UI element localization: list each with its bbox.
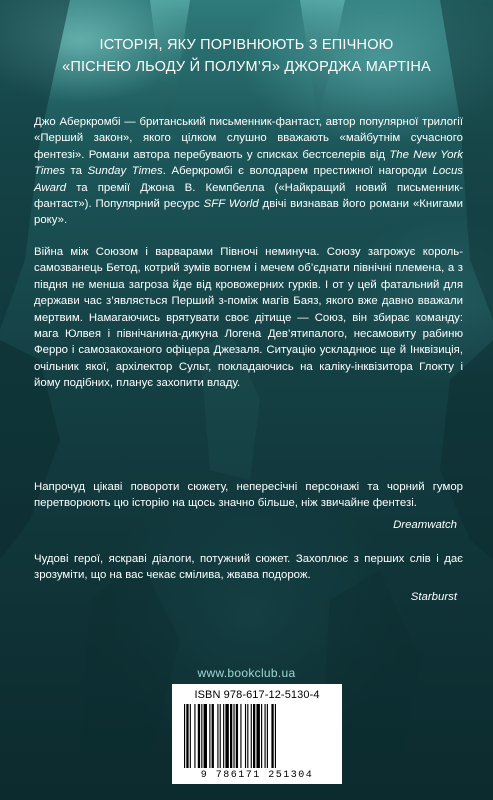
tagline bbox=[0, 34, 493, 78]
review-quote: Чудові герої, яскраві діалоги, потужний сюжет. Захоплює з перших слів і дає зрозуміти, що на вас чекає смілива, жвава подорож. bbox=[34, 553, 463, 582]
tagline-line-2: «ПІСНЕЮ ЛЬОДУ Й ПОЛУМ’Я» ДЖОРДЖА МАРТІНА bbox=[62, 59, 431, 75]
sunday-times-title: Sunday Times bbox=[87, 165, 163, 178]
author-bio-text: двічі визнавав його романи «Книгами року». bbox=[34, 198, 463, 227]
author-bio-text: . Аберкромбі є володарем престижної нагороди bbox=[162, 165, 433, 178]
review-source: Starburst bbox=[410, 591, 457, 603]
sff-world-title: SFF World bbox=[203, 198, 259, 211]
author-bio-text: Джо Аберкромбі — британський письменник-фантаст, автор популярної трилогії «Перший закон», якого цілком слушно вважають «майбутнім сучасного фентезі». Романи автора перебувають у списках бестселерів від bbox=[34, 116, 463, 161]
author-bio bbox=[34, 114, 463, 229]
synopsis: Війна між Союзом і варварами Півночі неминуча. Союзу загрожує король-самозванець Бетод, котрий зумів вогнем і мечем об’єднати північні племена, а з півдня не менша загроза йде від кровожерних гурків. І от у цей фатальний для держави час з’являється Перший з-поміж магів Баяз, якого вже давно вважали мертвим. Намагаючись врятувати своє дітище — Союз, він збирає команду: мага Юлвея і північанина-дикуна Логена Дев’ятипалого, несамовиту рабиню Ферро і самозакоханого офіцера Джезаля. Ситуацію ускладнює ще й Інквізиція, очільник якої, архілектор Сульт, покладаючись на каліку-інквізитора Глокту і йому подібних, планує захопити владу. bbox=[34, 246, 463, 390]
nyt-title: The New York Times bbox=[34, 148, 463, 178]
review-quote: Напрочуд цікаві повороти сюжету, непересічні персонажі та чорний гумор перетворюють цю історію на щось значно більше, ніж звичайне фентезі. bbox=[34, 481, 463, 510]
barcode-icon bbox=[182, 704, 332, 768]
publisher-url[interactable]: www.bookclub.ua bbox=[197, 666, 296, 680]
tagline-line-1: ІСТОРІЯ, ЯКУ ПОРІВНЮЮТЬ З ЕПІЧНОЮ bbox=[99, 37, 394, 53]
author-bio-text: та премії Джона В. Кемпбелла («Найкращий новий письменник-фантаст»). Популярний ресурс bbox=[34, 181, 463, 211]
author-bio-text: та bbox=[64, 165, 88, 178]
isbn-label: ISBN 978-617-12-5130-4 bbox=[194, 689, 320, 701]
barcode-panel bbox=[172, 684, 342, 784]
locus-award-title: Locus Award bbox=[34, 165, 463, 194]
review-source: Dreamwatch bbox=[393, 519, 457, 531]
barcode-digits: 9 786171 251304 bbox=[200, 770, 314, 781]
